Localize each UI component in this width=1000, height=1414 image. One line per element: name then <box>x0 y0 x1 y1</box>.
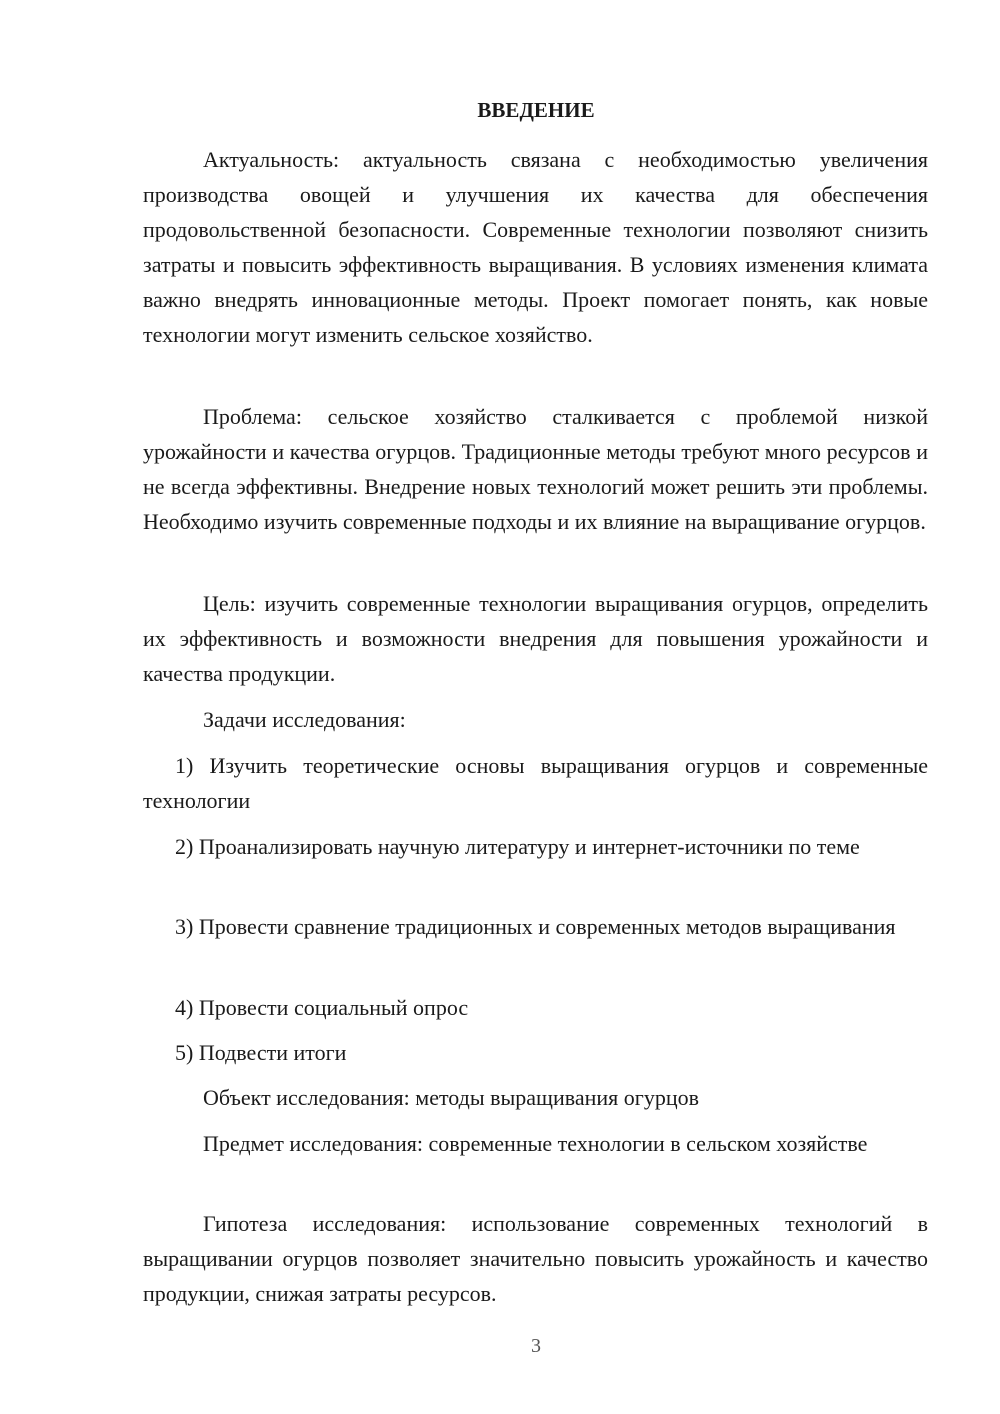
object-paragraph: Объект исследования: методы выращивания огурцов <box>203 1085 699 1110</box>
task-item-4: 4) Провести социальный опрос <box>175 995 469 1020</box>
task-item-2: 2) Проанализировать научную литературу и интернет-источники по теме <box>175 834 860 859</box>
problem-paragraph: Проблема: сельское хозяйство сталкивается с проблемой низкой урожайности и качества огурцов. Традиционные методы требуют много ресурсов и не всегда эффективны. Внедрение новых технологий может решить эти проблемы. Необходимо изучить современные подходы и их влияние на выращивание огурцов. <box>143 404 928 534</box>
tasks-heading: Задачи исследования: <box>203 707 406 732</box>
task-item-3: 3) Провести сравнение традиционных и современных методов выращивания <box>175 914 896 939</box>
goal-paragraph: Цель: изучить современные технологии выращивания огурцов, определить их эффективность и возможности внедрения для повышения урожайности и качества продукции. <box>143 591 928 686</box>
hypothesis-paragraph: Гипотеза исследования: использование современных технологий в выращивании огурцов позволяет значительно повысить урожайность и качество продукции, снижая затраты ресурсов. <box>143 1211 928 1306</box>
page-number: 3 <box>531 1335 541 1357</box>
relevance-paragraph: Актуальность: актуальность связана с необходимостью увеличения производства овощей и улучшения их качества для обеспечения продовольственной безопасности. Современные технологии позволяют снизить затраты и повысить эффективность выращивания. В условиях изменения климата важно внедрять инновационные методы. Проект помогает понять, как новые технологии могут изменить сельское хозяйство. <box>143 147 928 347</box>
task-item-5: 5) Подвести итоги <box>175 1040 347 1065</box>
page-title: ВВЕДЕНИЕ <box>477 98 595 122</box>
subject-paragraph: Предмет исследования: современные технологии в сельском хозяйстве <box>203 1131 868 1156</box>
task-item-1: 1) Изучить теоретические основы выращивания огурцов и современные технологии <box>143 753 928 813</box>
